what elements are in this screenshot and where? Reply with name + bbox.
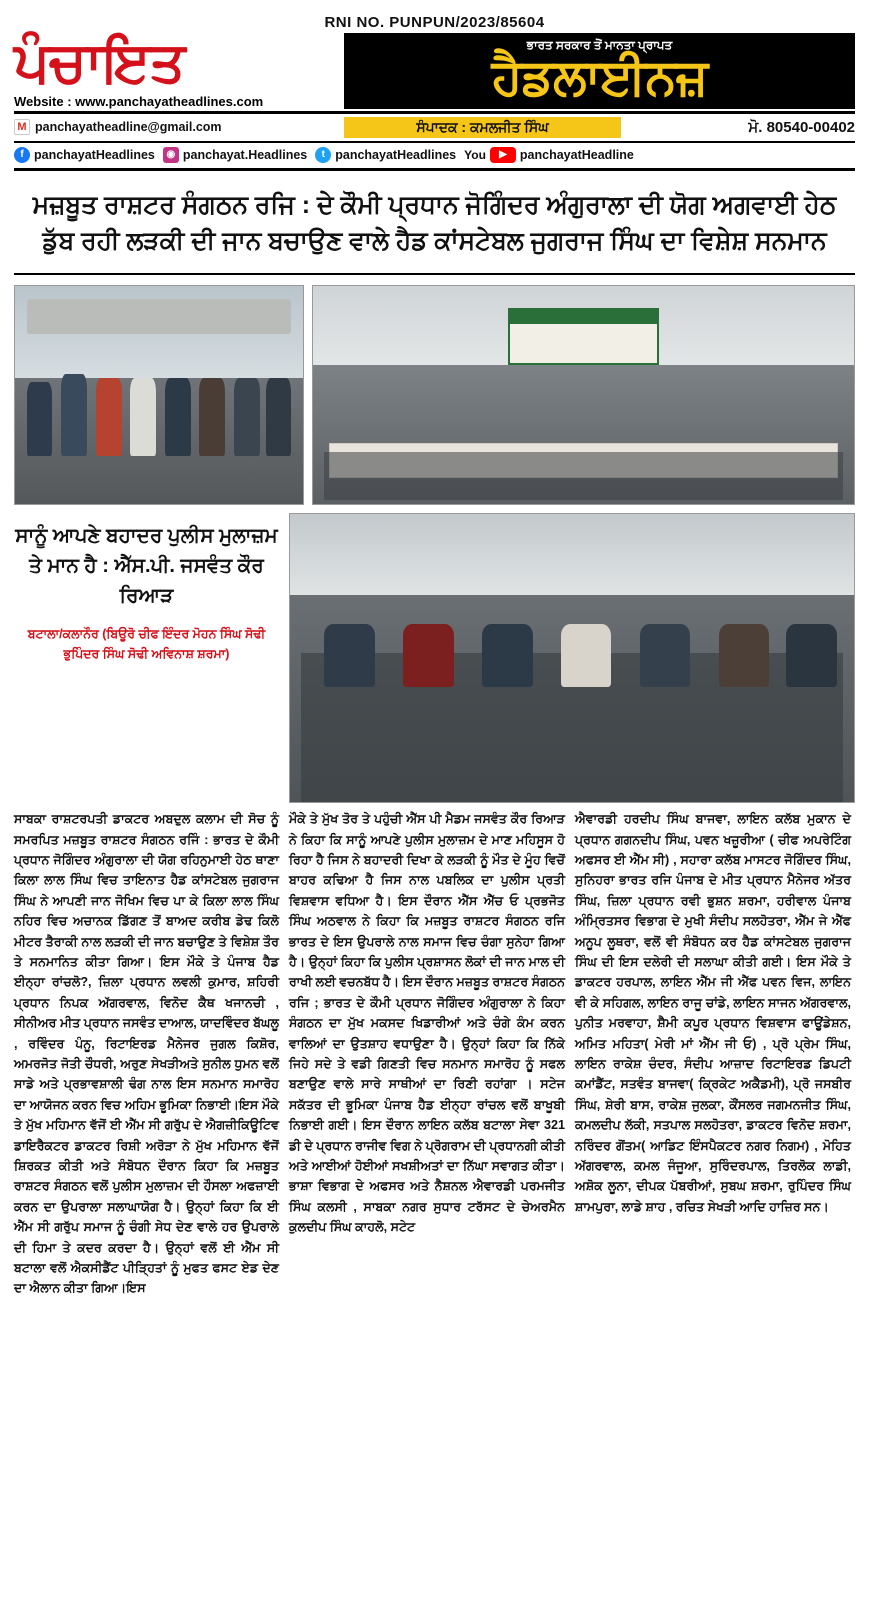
mobile-number[interactable]: ਮੋ. 80540-00402 [748,118,855,136]
top-photo-row [14,285,855,505]
social-facebook[interactable] [14,147,155,163]
facebook-icon: f [14,147,30,163]
editor-label: ਸੰਪਾਦਕ : ਕਮਲਜੀਤ ਸਿੰਘ [344,117,621,138]
social-instagram-label[interactable]: panchayat.Headlines [182,147,308,162]
social-youtube[interactable] [464,147,634,163]
social-twitter[interactable] [315,147,456,163]
gmail-icon: M [14,119,30,135]
social-twitter-label[interactable]: panchayatHeadlines [335,147,457,162]
social-facebook-label[interactable]: panchayatHeadlines [34,147,155,162]
photo-audience-art [290,514,854,802]
twitter-icon: t [315,147,331,163]
social-row [14,143,855,171]
photo-dignitaries-art [313,286,854,504]
photo-dignitaries-row [312,285,855,505]
paper-title-headlines: ਹੈਡਲਾਈਨਜ਼ [491,49,708,106]
photo-felicitation [14,285,304,505]
byline: ਬਟਾਲਾ/ਕਲਾਨੌਰ (ਬਿਊਰੋ ਚੀਫ ਇੰਦਰ ਮੋਹਨ ਸਿੰਘ ਸੋਢੀ ਭੁਪਿੰਦਰ ਸਿੰਘ ਸੋਢੀ ਅਵਿਨਾਸ਼ ਸ਼ਰਮਾ) [27,627,266,661]
article-body [14,809,855,1298]
sub-headline: ਸਾਨੂੰ ਆਪਣੇ ਬਹਾਦਰ ਪੁਲੀਸ ਮੁਲਾਜ਼ਮ ਤੇ ਮਾਨ ਹੈ : ਐੱਸ.ਪੀ. ਜਸਵੰਤ ਕੌਰ ਰਿਆੜ [15,525,278,608]
article-text-3: ਐਵਾਰਡੀ ਹਰਦੀਪ ਸਿੰਘ ਬਾਜਵਾ, ਲਾਇਨ ਕਲੱਬ ਮੁਕਾਨ ਦੇ ਪ੍ਰਧਾਨ ਗਗਨਦੀਪ ਸਿੰਘ, ਪਵਨ ਖਜ਼ੂਰੀਆ ( ਚੀਫ ਅਪਰੇਟਿੰਗ ਅਫਸਰ ਈ ਐੱਮ ਸੀ) , ਸਹਾਰਾ ਕਲੱਬ ਮਾਸਟਰ ਜੋਗਿੰਦਰ ਸਿੰਘ, ਸੁਨਿਹਰਾ ਭਾਰਤ ਰਜਿ ਪੰਜਾਬ ਦੇ ਮੀਤ ਪ੍ਰਧਾਨ ਮੈਨੇਜਰ ਅੱਤਰ ਸਿੰਘ, ਜ਼ਿਲਾ ਪ੍ਰਧਾਨ ਰਵੀ ਭੁਸ਼ਨ ਸ਼ਰਮਾ, ਹਰੀਵਾਲ ਪੰਜਾਬ ਅੰਮ੍ਰਿਤਸਰ ਵਿਭਾਗ ਦੇ ਮੁਖੀ ਸੰਦੀਪ ਸਲਹੋਤਰਾ, ਐੱਮ ਜੇ ਐੱਫ ਅਨੂਪ ਲੂਥਰਾ, ਵਲੋਂ ਵੀ ਸੰਬੋਧਨ ਕਰ ਹੈਡ ਕਾਂਸਟੇਬਲ ਜੁਗਰਾਜ ਸਿੰਘ ਦੀ ਇਸ ਦਲੇਰੀ ਦੀ ਸਲਾਘਾ ਕੀਤੀ ਗਈ। ਇਸ ਮੌਕੇ ਤੇ ਡਾਕਟਰ ਹਰਪਾਲ, ਲਾਇਨ ਐੱਮ ਜੀ ਐੱਫ ਪਵਨ ਵਿਜ, ਲਾਇਨ ਵੀ ਕੇ ਸਹਿਗਲ, ਲਾਇਨ ਰਾਜੂ ਚਾਂਡੇ, ਲਾਇਨ ਸਾਜਨ ਅੱਗਰਵਾਲ, ਪੁਨੀਤ ਮਰਵਾਹਾ, ਸ਼ੈਮੀ ਕਪੂਰ ਪ੍ਰਧਾਨ ਵਿਸ਼ਵਾਸ ਫਾਊਂਡੇਸ਼ਨ, ਅਮਿਤ ਮਹਿਤਾ( ਮੇਰੀ ਮਾਂ ਐੱਮ ਜੀ ਓ) , ਪ੍ਰੋ ਪ੍ਰੇਮ ਸਿੰਘ, ਲਾਇਨ ਰਾਕੇਸ਼ ਚੰਦਰ, ਸੰਦੀਪ ਆਜ਼ਾਦ ਰਿਟਾਇਰਡ ਡਿਪਟੀ ਕਮਾਂਡੈਂਟ, ਸਤਵੰਤ ਬਾਜਵਾ( ਕ੍ਰਿਕੇਟ ਅਕੈਡਮੀ), ਪ੍ਰੋ ਜਸਬੀਰ ਸਿੰਘ, ਸ਼ੇਰੀ ਬਾਸ, ਰਾਕੇਸ਼ ਜੁਲਕਾ, ਕੌਂਸਲਰ ਜਗਮਨਜੀਤ ਸਿੰਘ, ਕਮਲਦੀਪ ਲੱਕੀ, ਸਤਪਾਲ ਸਲਹੋਤਰਾ, ਡਾਕਟਰ ਵਿਨੋਦ ਸ਼ਰਮਾ, ਨਰਿੰਦਰ ਗੋਂਤਮ( ਆਡਿਟ ਇੰਸਪੈਕਟਰ ਨਗਰ ਨਿਗਮ) , ਮੋਹਿਤ ਅੱਗਰਵਾਲ, ਕਮਲ ਜੰਜੂਆ, ਸੁਰਿੰਦਰਪਾਲ, ਤਿਰਲੋਕ ਲਾਡੀ, ਅਸ਼ੋਕ ਲੂਨਾ, ਦੀਪਕ ਪੱਬਰੀਆਂ, ਸੁਬਘ ਸ਼ਰਮਾ, ਰੁਪਿੰਦਰ ਸਿੰਘ ਸ਼ਾਮਪੁਰਾ, ਲਾਡੇ ਸ਼ਾਹ , ਰਚਿਤ ਸੇਖੜੀ ਆਦਿ ਹਾਜ਼ਿਰ ਸਨ। [575,812,851,1214]
article-column-2 [289,809,565,1298]
email-address[interactable]: panchayatheadline@gmail.com [35,120,222,135]
masthead [14,30,855,114]
email-block[interactable] [14,119,344,135]
contact-row [14,114,855,143]
middle-row [14,513,855,803]
paper-title-panchayat: ਪੰਚਾਇਤ [14,30,185,93]
social-youtube-label[interactable]: panchayatHeadline [519,147,634,162]
article-column-3 [575,809,851,1298]
photo-audience-hall [289,513,855,803]
govt-recognition-line: ਭਾਰਤ ਸਰਕਾਰ ਤੋਂ ਮਾਨਤਾ ਪ੍ਰਾਪਤ [526,38,673,53]
rni-number: RNI NO. PUNPUN/2023/85604 [324,14,545,31]
main-headline: ਮਜ਼ਬੂਤ ਰਾਸ਼ਟਰ ਸੰਗਠਨ ਰਜਿ : ਦੇ ਕੌਮੀ ਪ੍ਰਧਾਨ ਜੋਗਿੰਦਰ ਅੰਗੁਰਾਲਾ ਦੀ ਯੋਗ ਅਗਵਾਈ ਹੇਠ ਡੁੱਬ ਰਹੀ ਲੜਕੀ ਦੀ ਜਾਨ ਬਚਾਉਣ ਵਾਲੇ ਹੈਡ ਕਾਂਸਟੇਬਲ ਜੁਗਰਾਜ ਸਿੰਘ ਦਾ ਵਿਸ਼ੇਸ਼ ਸਨਮਾਨ [14,171,855,276]
website-label[interactable]: Website : www.panchayatheadlines.com [14,93,264,109]
masthead-left [14,30,344,109]
social-instagram[interactable] [163,147,307,163]
youtube-prefix: You [464,147,486,162]
youtube-icon: ▶ [490,147,516,163]
stage-banner [508,308,659,365]
article-text-2: ਮੌਕੇ ਤੇ ਮੁੱਖ ਤੋਰ ਤੇ ਪਹੁੰਚੀ ਐੱਸ ਪੀ ਮੈਡਮ ਜਸਵੰਤ ਕੌਰ ਰਿਆੜ ਨੇ ਕਿਹਾ ਕਿ ਸਾਨੂੰ ਆਪਣੇ ਪੁਲੀਸ ਮੁਲਾਜ਼ਮ ਦੇ ਮਾਣ ਮਹਿਸੂਸ ਹੋ ਰਿਹਾ ਹੈ ਜਿਸ ਨੇ ਬਹਾਦਰੀ ਦਿਖਾ ਕੇ ਲੜਕੀ ਨੂੰ ਮੌਤ ਦੇ ਮੂੰਹ ਵਿਚੋਂ ਬਾਹਰ ਕਢਿਆ ਹੈ ਜਿਸ ਨਾਲ ਪਬਲਿਕ ਦਾ ਪੁਲੀਸ ਪ੍ਰਤੀ ਵਿਸ਼ਵਾਸ ਵਧਿਆ ਹੈ। ਇਸ ਦੌਰਾਨ ਐੱਸ ਐੱਚ ਓ ਪ੍ਰਭਜੋਤ ਸਿੰਘ ਅਠਵਾਲ ਨੇ ਕਿਹਾ ਕਿ ਮਜ਼ਬੂਤ ਰਾਸ਼ਟਰ ਸੰਗਠਨ ਰਜਿ ਭਾਰਤ ਦੇ ਇਸ ਉਪਰਾਲੇ ਨਾਲ ਸਮਾਜ ਵਿਚ ਚੰਗਾ ਸੁਨੇਹਾ ਗਿਆ ਹੈ। ਉਨ੍ਹਾਂ ਕਿਹਾ ਕਿ ਪੁਲੀਸ ਪ੍ਰਸ਼ਾਸਨ ਲੋਕਾਂ ਦੀ ਜਾਨ ਮਾਲ ਦੀ ਰਾਖੀ ਲਈ ਵਚਨਬੱਧ ਹੈ। ਇਸ ਦੌਰਾਨ ਮਜ਼ਬੂਤ ਰਾਸ਼ਟਰ ਸੰਗਠਨ ਰਜਿ ; ਭਾਰਤ ਦੇ ਕੌਮੀ ਪ੍ਰਧਾਨ ਜੋਗਿੰਦਰ ਅੰਗੁਰਾਲਾ ਨੇ ਕਿਹਾ ਸੰਗਠਨ ਦਾ ਮੁੱਖ ਮਕਸਦ ਖਿਡਾਰੀਆਂ ਅਤੇ ਚੰਗੇ ਕੰਮ ਕਰਨ ਵਾਲਿਆਂ ਦਾ ਉਤਸ਼ਾਹ ਵਧਾਉਣਾ ਹੈ। ਉਨ੍ਹਾਂ ਕਿਹਾ ਕਿ ਨਿੱਕੇ ਜਿਹੇ ਸਦੇ ਤੇ ਵਡੀ ਗਿਣਤੀ ਵਿਚ ਸਨਮਾਨ ਸਮਾਰੋਹ ਨੂੰ ਸਫਲ ਬਣਾਉਣ ਵਾਲੇ ਸਾਰੇ ਸਾਥੀਆਂ ਦਾ ਰਿਣੀ ਰਹਾਂਗਾ । ਸਟੇਜ ਸਕੱਤਰ ਦੀ ਭੂਮਿਕਾ ਪੰਜਾਬ ਹੈਡ ਈਨ੍ਹਾ ਰਾਂਚਲ ਵਲੋਂ ਬਾਖੂਬੀ ਨਿਭਾਈ ਗਈ। ਇਸ ਦੌਰਾਨ ਲਾਇਨ ਕਲੱਬ ਬਟਾਲਾ ਸੇਵਾ 321 ਡੀ ਦੇ ਪ੍ਰਧਾਨ ਰਾਜੀਵ ਵਿਗ ਨੇ ਪ੍ਰੋਗਰਾਮ ਦੀ ਪ੍ਰਧਾਨਗੀ ਕੀਤੀ ਅਤੇ ਆਈਆਂ ਹੋਈਆਂ ਸਖਸ਼ੀਅਤਾਂ ਦਾ ਨਿੱਘਾ ਸਵਾਗਤ ਕੀਤਾ।ਭਾਸ਼ਾ ਵਿਭਾਗ ਦੇ ਅਫਸਰ ਅਤੇ ਨੈਸ਼ਨਲ ਐਵਾਰਡੀ ਪਰਮਜੀਤ ਸਿੰਘ ਕਲਸੀ , ਸਾਬਕਾ ਨਗਰ ਸੁਧਾਰ ਟਰੱਸਟ ਦੇ ਚੇਅਰਮੈਨ ਕੁਲਦੀਪ ਸਿੰਘ ਕਾਹਲੋ, ਸਟੇਟ [289,812,565,1235]
masthead-right [344,33,855,109]
article-text-1: ਸਾਬਕਾ ਰਾਸ਼ਟਰਪਤੀ ਡਾਕਟਰ ਅਬਦੁਲ ਕਲਾਮ ਦੀ ਸੋਚ ਨੂੰ ਸਮਰਪਿਤ ਮਜ਼ਬੂਤ ਰਾਸ਼ਟਰ ਸੰਗਠਨ ਰਜਿੰ : ਭਾਰਤ ਦੇ ਕੌਮੀ ਪ੍ਰਧਾਨ ਜੋਗਿੰਦਰ ਅੰਗੁਰਾਲਾ ਦੀ ਯੋਗ ਰਹਿਨੁਮਾਈ ਹੇਠ ਥਾਣਾ ਕਿਲਾ ਲਾਲ ਸਿੰਘ ਵਿਚ ਤਾਇਨਾਤ ਹੈਡ ਕਾਂਸਟੇਬਲ ਜੁਗਰਾਜ ਸਿੰਘ ਨੇ ਆਪਣੀ ਜਾਨ ਜੋਖਿਮ ਵਿਚ ਪਾ ਕੇ ਕਿਲਾ ਲਾਲ ਸਿੰਘ ਨਹਿਰ ਵਿਚ ਅਚਾਨਕ ਡਿੱਗਣ ਤੋਂ ਬਾਅਦ ਕਰੀਬ ਡੇਢ ਕਿਲੋ ਮੀਟਰ ਤੈਰਾਕੀ ਨਾਲ ਲੜਕੀ ਦੀ ਜਾਨ ਬਚਾਉਣ ਤੇ ਵਿਸ਼ੇਸ਼ ਤੌਰ ਤੇ ਸਨਮਾਨਿਤ ਕੀਤਾ ਗਿਆ। ਇਸ ਮੌਕੇ ਤੇ ਪੰਜਾਬ ਹੈਡ ਈਨ੍ਹਾ ਰਾਂਚਲੋ?, ਜ਼ਿਲਾ ਪ੍ਰਧਾਨ ਲਵਲੀ ਕੁਮਾਰ, ਸ਼ਹਿਰੀ ਪ੍ਰਧਾਨ ਨਿਪਕ ਅੱਗਰਵਾਲ, ਵਿਨੋਦ ਕੈਥ ਖਜਾਨਚੀ , ਸੀਨੀਅਰ ਮੀਤ ਪ੍ਰਧਾਨ ਜਸਵੰਤ ਦਾਆਲ, ਯਾਦਵਿੰਦਰ ਬੱਘਲੂ , ਰਵਿੰਦਰ ਪੰਨੂ, ਰਿਟਾਇਰਡ ਮੈਨੇਜਰ ਜੁਗਲ ਕਿਸ਼ੋਰ, ਅਮਰਜੋਤ ਜੋਤੀ ਚੌਧਰੀ, ਅਰੁਣ ਸੇਖੜੀਅਤੇ ਸੁਨੀਲ ਧੁਮਨ ਵਲੋਂ ਸਾਡੇ ਅਤੇ ਪ੍ਰਭਾਵਸ਼ਾਲੀ ਢੰਗ ਨਾਲ ਇਸ ਸਨਮਾਨ ਸਮਾਰੋਹ ਦਾ ਆਯੋਜਨ ਕਰਨ ਵਿਚ ਅਹਿਮ ਭੂਮਿਕਾ ਨਿਭਾਈ।ਇਸ ਮੌਕੇ ਤੇ ਮੁੱਖ ਮਹਿਮਾਨ ਵੱਜੋਂ ਈ ਐੱਮ ਸੀ ਗਰੁੱਪ ਦੇ ਐਗਜ਼ੀਕਿਊਟਿਵ ਡਾਇਰੈਕਟਰ ਡਾਕਟਰ ਰਿਸ਼ੀ ਅਰੋੜਾ ਨੇ ਮੁੱਖ ਮਹਿਮਾਨ ਵੱਜੋਂ ਸ਼ਿਰਕਤ ਕੀਤੀ ਅਤੇ ਸੰਬੋਧਨ ਦੌਰਾਨ ਕਿਹਾ ਕਿ ਮਜ਼ਬੂਤ ਰਾਸ਼ਟਰ ਸੰਗਠਨ ਵਲੋਂ ਪੁਲੀਸ ਮੁਲਾਜ਼ਮ ਦੀ ਹੌਸਲਾ ਅਫਜ਼ਾਈ ਕਰਨ ਦਾ ਉਪਰਾਲਾ ਸਲਾਘਾਯੋਗ ਹੈ। ਉਨ੍ਹਾਂ ਕਿਹਾ ਕਿ ਈ ਐੱਮ ਸੀ ਗਰੁੱਪ ਸਮਾਜ ਨੂੰ ਚੰਗੀ ਸੇਧ ਦੇਣ ਵਾਲੇ ਹਰ ਉਪਰਾਲੇ ਦੀ ਹਿਮਾ ਤੇ ਕਦਰ ਕਰਦਾ ਹੈ। ਉਨ੍ਹਾਂ ਵਲੋਂ ਈ ਐੱਮ ਸੀ ਬਟਾਲਾ ਵਲੋਂ ਐਕਸੀਡੈਂਟ ਪੀੜ੍ਹਿਤਾਂ ਨੂੰ ਮੁਫਤ ਫਸਟ ਏਡ ਦੇਣ ਦਾ ਐਲਾਨ ਕੀਤਾ ਗਿਆ।ਇਸ [14,812,279,1296]
article-column-1 [14,809,279,1298]
instagram-icon: ◉ [163,147,179,163]
photo-felicitation-art [15,286,303,504]
middle-left [14,513,279,803]
